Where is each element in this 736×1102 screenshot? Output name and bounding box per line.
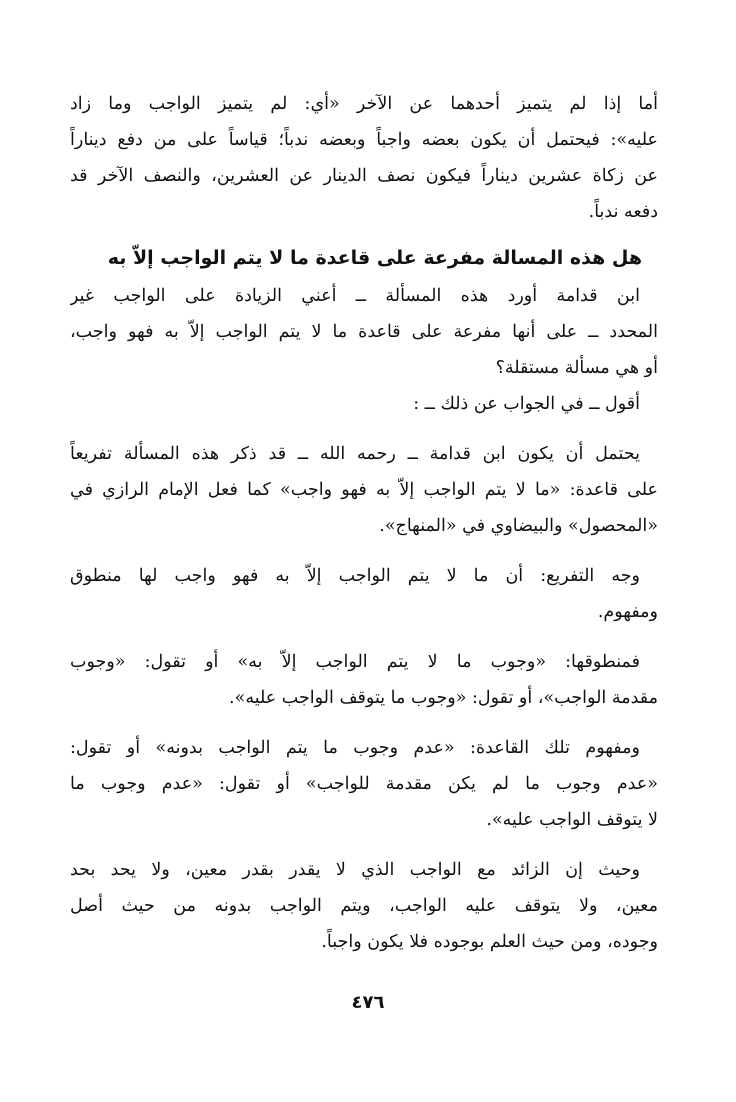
text-line: معين، ولا يتوقف عليه الواجب، ويتم الواجب بدونه من حيث أصل [70, 896, 658, 916]
text-line: ومفهوم تلك القاعدة: «عدم وجوب ما يتم الواجب بدونه» أو تقول: [70, 738, 640, 758]
text-line: وجوده، ومن حيث العلم بوجوده فلا يكون واجباً. [321, 932, 658, 952]
text-line: أو هي مسألة مستقلة؟ [495, 358, 658, 378]
text-line: ومفهوم. [597, 602, 658, 622]
text-line: عن زكاة عشرين ديناراً فيكون نصف الدينار عن العشرين، والنصف الآخر قد [70, 166, 658, 186]
text-line: فمنطوقها: «وجوب ما لا يتم الواجب إلاّ به» أو تقول: «وجوب [70, 652, 640, 672]
paragraph [70, 278, 658, 386]
text-line: وحيث إن الزائد مع الواجب الذي لا يقدر بقدر معين، ولا يحد بحد [70, 860, 640, 880]
text-line: المحدد ــ على أنها مفرعة على قاعدة ما لا يتم الواجب إلاّ به فهو واجب، [70, 322, 658, 342]
paragraph [70, 386, 658, 422]
paragraph [70, 644, 658, 716]
paragraph [70, 730, 658, 838]
text-line: على قاعدة: «ما لا يتم الواجب إلاّ به فهو واجب» كما فعل الإمام الرازي في [70, 480, 658, 500]
text-line: لا يتوقف الواجب عليه». [486, 810, 658, 830]
paragraph [70, 852, 658, 960]
text-line: عليه»: فيحتمل أن يكون بعضه واجباً وبعضه ندباً؛ قياساً على من دفع ديناراً [70, 130, 658, 150]
text-line: يحتمل أن يكون ابن قدامة ــ رحمه الله ــ قد ذكر هذه المسألة تفريعاً [70, 444, 640, 464]
text-line: «عدم وجوب ما لم يكن مقدمة للواجب» أو تقول: «عدم وجوب ما [70, 774, 658, 794]
paragraph [70, 436, 658, 544]
page-number: ٤٧٦ [351, 992, 385, 1013]
section-heading: هل هذه المسالة مفرعة على قاعدة ما لا يتم الواجب إلاّ به [107, 247, 642, 269]
text-line: «المحصول» والبيضاوي في «المنهاج». [379, 516, 658, 536]
text-line: مقدمة الواجب»، أو تقول: «وجوب ما يتوقف الواجب عليه». [229, 688, 658, 708]
paragraph [70, 86, 658, 230]
paragraph [70, 558, 658, 630]
text-line: وجه التفريع: أن ما لا يتم الواجب إلاّ به فهو واجب لها منطوق [70, 566, 640, 586]
text-line: أما إذا لم يتميز أحدهما عن الآخر «أي: لم يتميز الواجب وما زاد [70, 94, 658, 114]
text-line: ابن قدامة أورد هذه المسألة ــ أعني الزيادة على الواجب غير [70, 286, 640, 306]
text-line: دفعه ندباً. [588, 202, 658, 222]
text-line: أقول ــ في الجواب عن ذلك ــ : [413, 394, 640, 414]
